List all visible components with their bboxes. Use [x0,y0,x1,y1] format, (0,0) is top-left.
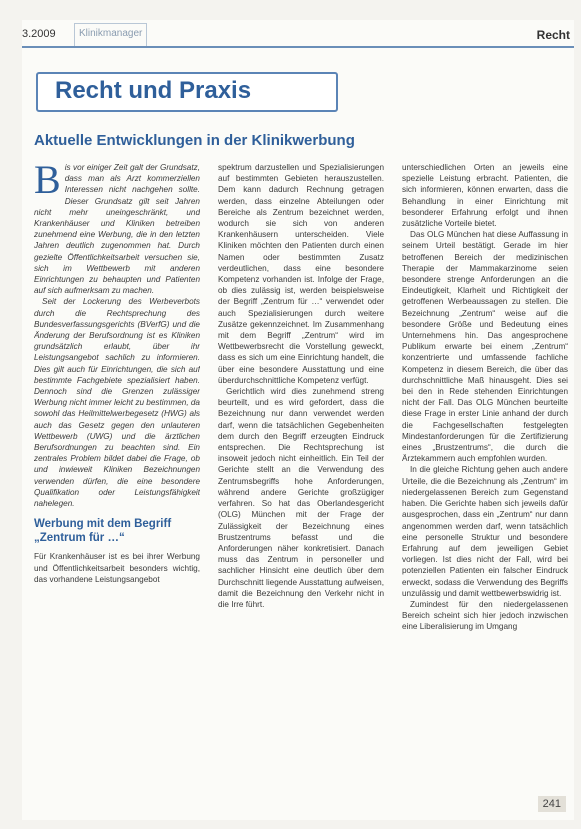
paragraph: spektrum darzustellen und Spezialisierungen auf bestimmten Gebieten herauszustellen. Dem kann dadurch Rechnung getragen werden, dass einzelne Abteilungen oder Bereiche als Zentrum bezeichnet werden, wodurch sie sich von anderen Krankenhäusern unterscheiden. Viele Kliniken möchten den Patienten durch einen Namen oder bestimmten Zusatz verdeutlichen, dass eine besondere Kompetenz vorhanden ist. Infolge der Frage, ob dies zulässig ist, werden beispielsweise der Begriff „Zentrum für …“ verwendet oder auch Spezialisierungen durch weitere Zusätze gekennzeichnet. Im Zusammenhang mit dem Begriff „Zentrum“ wird im Wettbewerbsrecht die Vorstellung geweckt, dass es sich um eine Einrichtung handelt, die über eine besondere Ausstattung und eine überdurchschnittliche Kompetenz verfügt. [218,163,384,385]
paragraph: In die gleiche Richtung gehen auch andere Urteile, die die Bezeichnung als „Zentrum“ im niedergelassenen Bereich zum Gegenstand haben. Die Gerichte haben sich jeweils dafür ausgesprochen, dass ein „Zentrum“ nur dann angenommen werden darf, wenn tatsächlich eine personelle Struktur und besondere Erfahrung auf dem jeweiligen Gebiet vorliegen. Ist dies nicht der Fall, wird bei potenziellen Patienten ein falscher Eindruck erweckt, sodass die Verwendung des Begriffs unzulässig und damit wettbewerbswidrig ist. [402,465,568,598]
intro-paragraph [34,162,200,296]
magazine-logo-text: Klinikmanager [79,28,143,39]
text-column-3 [402,162,568,812]
paragraph: Für Krankenhäuser ist es bei ihrer Werbung und Öffentlichkeitsarbeit besonders wichtig, das vorhandene Leistungsangebot [34,552,200,584]
section-title-box [36,72,338,112]
header-rule [22,46,574,48]
section-label: Recht [536,28,570,42]
magazine-page [22,20,574,820]
intro-text: is vor einiger Zeit galt der Grundsatz, dass man als Arzt kommerziellen Interessen nicht nachgehen sollte. Dieser Grundsatz gilt seit Jahren nicht mehr uneingeschränkt, und Krankenhäuser und Kliniken betreiben zunehmend eine Werbung, die in den letzten Jahren deutlich zugenommen hat. Durch gezielte Öffentlichkeitsarbeit versuchen sie, sich im Wettbewerb mit anderen Einrichtungen zu behaupten und Patienten auf sich aufmerksam zu machen. [34,163,200,296]
paragraph: Das OLG München hat diese Auffassung in seinem Urteil bestätigt. Gerade im hier betroffenen Bereich der medizinischen Therapie der Mammakarzinome seien besondere strenge Anforderungen an die Eindeutigkeit, Klarheit und Richtigkeit der getroffenen Werbeaussagen zu stellen. Die Bezeichnung „Zentrum“ weise auf die besondere Größe und Bedeutung eines Unternehmens hin. Das angesprochene Publikum erwarte bei einem „Zentrum“ konzentrierte und umfassende fachliche Kompetenz in diesem Bereich, die über das durchschnittliche Maß hinausgeht. Dies sei bei den in Rede stehenden Einrichtungen nicht der Fall. Das OLG München beurteilte diese Frage in erster Linie anhand der durch die Fachgesellschaften festgelegten Mindestanforderungen für die Zertifizierung eines „Brustzentrums“, die durch die Ärztekammern auch empfohlen wurden. [402,230,568,464]
paragraph: Seit der Lockerung des Werbeverbots durch die Rechtsprechung des Bundesverfassungsgerichts (BVerfG) und die Änderung der Berufsordnung ist es Kliniken grundsätzlich erlaubt, über ihr Leistungsangebot sachlich zu informieren. Dies gilt auch für Einrichtungen, die sich auf bestimmte Fachgebiete spezialisiert haben. Dennoch sind die Grenzen zulässiger Werbung nicht immer leicht zu bestimmen, da sowohl das Heilmittelwerbegesetz (HWG) als auch das Gesetz gegen den unlauteren Wettbewerb (UWG) und die ärztlichen Berufsordnungen zu beachten sind. Ein zentrales Problem bildet dabei die Frage, ob und inwieweit Kliniken Bezeichnungen verwenden dürfen, die eine besondere Qualifikation oder Leistungsfähigkeit nahelegen. [34,297,200,509]
magazine-logo [74,23,147,48]
page-header [22,20,574,46]
subheading: Werbung mit dem Begriff „Zentrum für …“ [34,518,172,545]
issue-number: 3.2009 [22,28,56,40]
text-column-2 [218,162,384,812]
paragraph: unterschiedlichen Orten an jeweils eine spezielle Leistung erbracht. Patienten, die sich informieren, können erwarten, dass die Behandlung in einer Einrichtung mit besonderer Erfahrung erfolgt und ihnen zusätzliche Vorteile bietet. [402,163,568,229]
paragraph: Zumindest für den niedergelassenen Bereich scheint sich hier jedoch inzwischen eine Liberalisierung im Umgang [402,599,568,632]
drop-cap: B [34,162,61,202]
text-column-1 [34,162,200,812]
section-title: Recht und Praxis [55,77,252,104]
paragraph: Gerichtlich wird dies zunehmend streng beurteilt, und es wird gefordert, dass die Bezeichnung nur dann verwendet werden darf, wenn die tatsächlichen Gegebenheiten dem durch den Begriff erzeugten Eindruck entsprechen. Die Rechtsprechung ist insoweit jedoch nicht einheitlich. Ein Teil der Gerichte stellt an die Verwendung des Zentrumsbegriffs hohe Anforderungen, während andere Gerichte großzügiger verfahren. So hat das Oberlandesgericht (OLG) München mit der Frage der Zulässigkeit der Bezeichnung eines Brustzentrums befasst und die Anforderungen näher konkretisiert. Danach muss das Zentrum in personeller und sachlicher Hinsicht eine deutlich über dem Durchschnitt liegende Ausstattung aufweisen, damit die Bezeichnung den Verkehr nicht in die Irre führt. [218,387,384,609]
article-title: Aktuelle Entwicklungen in der Klinikwerbung [34,132,355,149]
page-number: 241 [538,796,566,812]
